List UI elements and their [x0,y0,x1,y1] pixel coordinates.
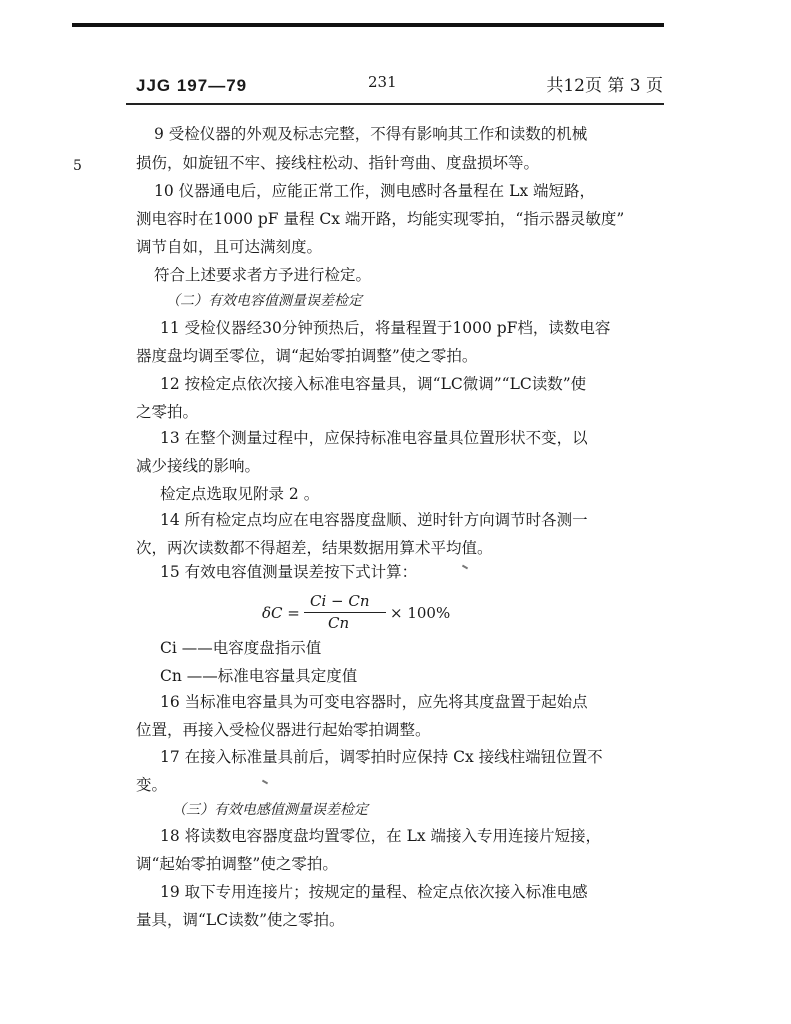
definition-line: Ci ——电容度盘指示值 [160,639,322,657]
text-line: 检定点选取见附录 2 。 [160,485,320,503]
text-line: 测电容时在1000 pF 量程 Cx 端开路，均能实现零拍，“指示器灵敏度” [136,210,625,228]
section-heading: （三）有效电感值测量误差检定 [172,802,368,818]
text-line: 变。 [136,776,168,794]
text-line: 10 仪器通电后，应能正常工作，测电感时各量程在 Lx 端短路， [154,182,596,200]
formula-tail: × 100% [390,604,451,622]
section-heading: （二）有效电容值测量误差检定 [166,293,362,309]
top-border-rule [72,23,664,27]
text-line: 损伤，如旋钮不牢、接线柱松动、指针弯曲、度盘损坏等。 [136,154,540,172]
header-rule [126,103,664,105]
standard-code: JJG 197—79 [136,76,248,95]
formula-denominator: Cn [328,614,350,632]
text-line: 次，两次读数都不得超差，结果数据用算术平均值。 [136,539,493,557]
text-line: 16 当标准电容量具为可变电容器时，应先将其度盘置于起始点 [160,693,588,711]
text-line: 9 受检仪器的外观及标志完整，不得有影响其工作和读数的机械 [154,125,588,143]
text-line: 之零拍。 [136,403,199,421]
text-line: 18 将读数电容器度盘均置零位，在 Lx 端接入专用连接片短接， [160,827,602,845]
scan-speck [462,565,468,570]
page-info: 共12页 第 3 页 [546,76,663,96]
text-line: 12 按检定点依次接入标准电容量具，调“LC微调”“LC读数”使 [160,375,587,393]
text-line: 调节自如，且可达满刻度。 [136,238,323,256]
text-line: 17 在接入标准量具前后，调零拍时应保持 Cx 接线柱端钮位置不 [160,748,603,766]
text-line: 15 有效电容值测量误差按下式计算： [160,563,418,581]
text-line: 19 取下专用连接片；按规定的量程、检定点依次接入标准电感 [160,883,588,901]
text-line: 量具，调“LC读数”使之零拍。 [136,911,345,929]
text-line: 减少接线的影响。 [136,457,261,475]
formula-numerator: Ci − Cn [310,592,370,610]
text-line: 符合上述要求者方予进行检定。 [154,266,372,284]
margin-mark: 5 [73,158,82,174]
fraction-bar [304,612,386,613]
text-line: 调“起始零拍调整”使之零拍。 [136,855,338,873]
formula-lhs: δC = [262,604,300,622]
text-line: 13 在整个测量过程中，应保持标准电容量具位置形状不变，以 [160,429,588,447]
definition-line: Cn ——标准电容量具定度值 [160,667,358,685]
page-number: 231 [368,73,397,91]
text-line: 位置，再接入受检仪器进行起始零拍调整。 [136,721,431,739]
scan-speck [262,780,268,785]
text-line: 14 所有检定点均应在电容器度盘顺、逆时针方向调节时各测一 [160,511,588,529]
error-formula [262,592,462,632]
text-line: 11 受检仪器经30分钟预热后，将量程置于1000 pF档，读数电容 [160,319,611,337]
text-line: 器度盘均调至零位，调“起始零拍调整”使之零拍。 [136,347,478,365]
